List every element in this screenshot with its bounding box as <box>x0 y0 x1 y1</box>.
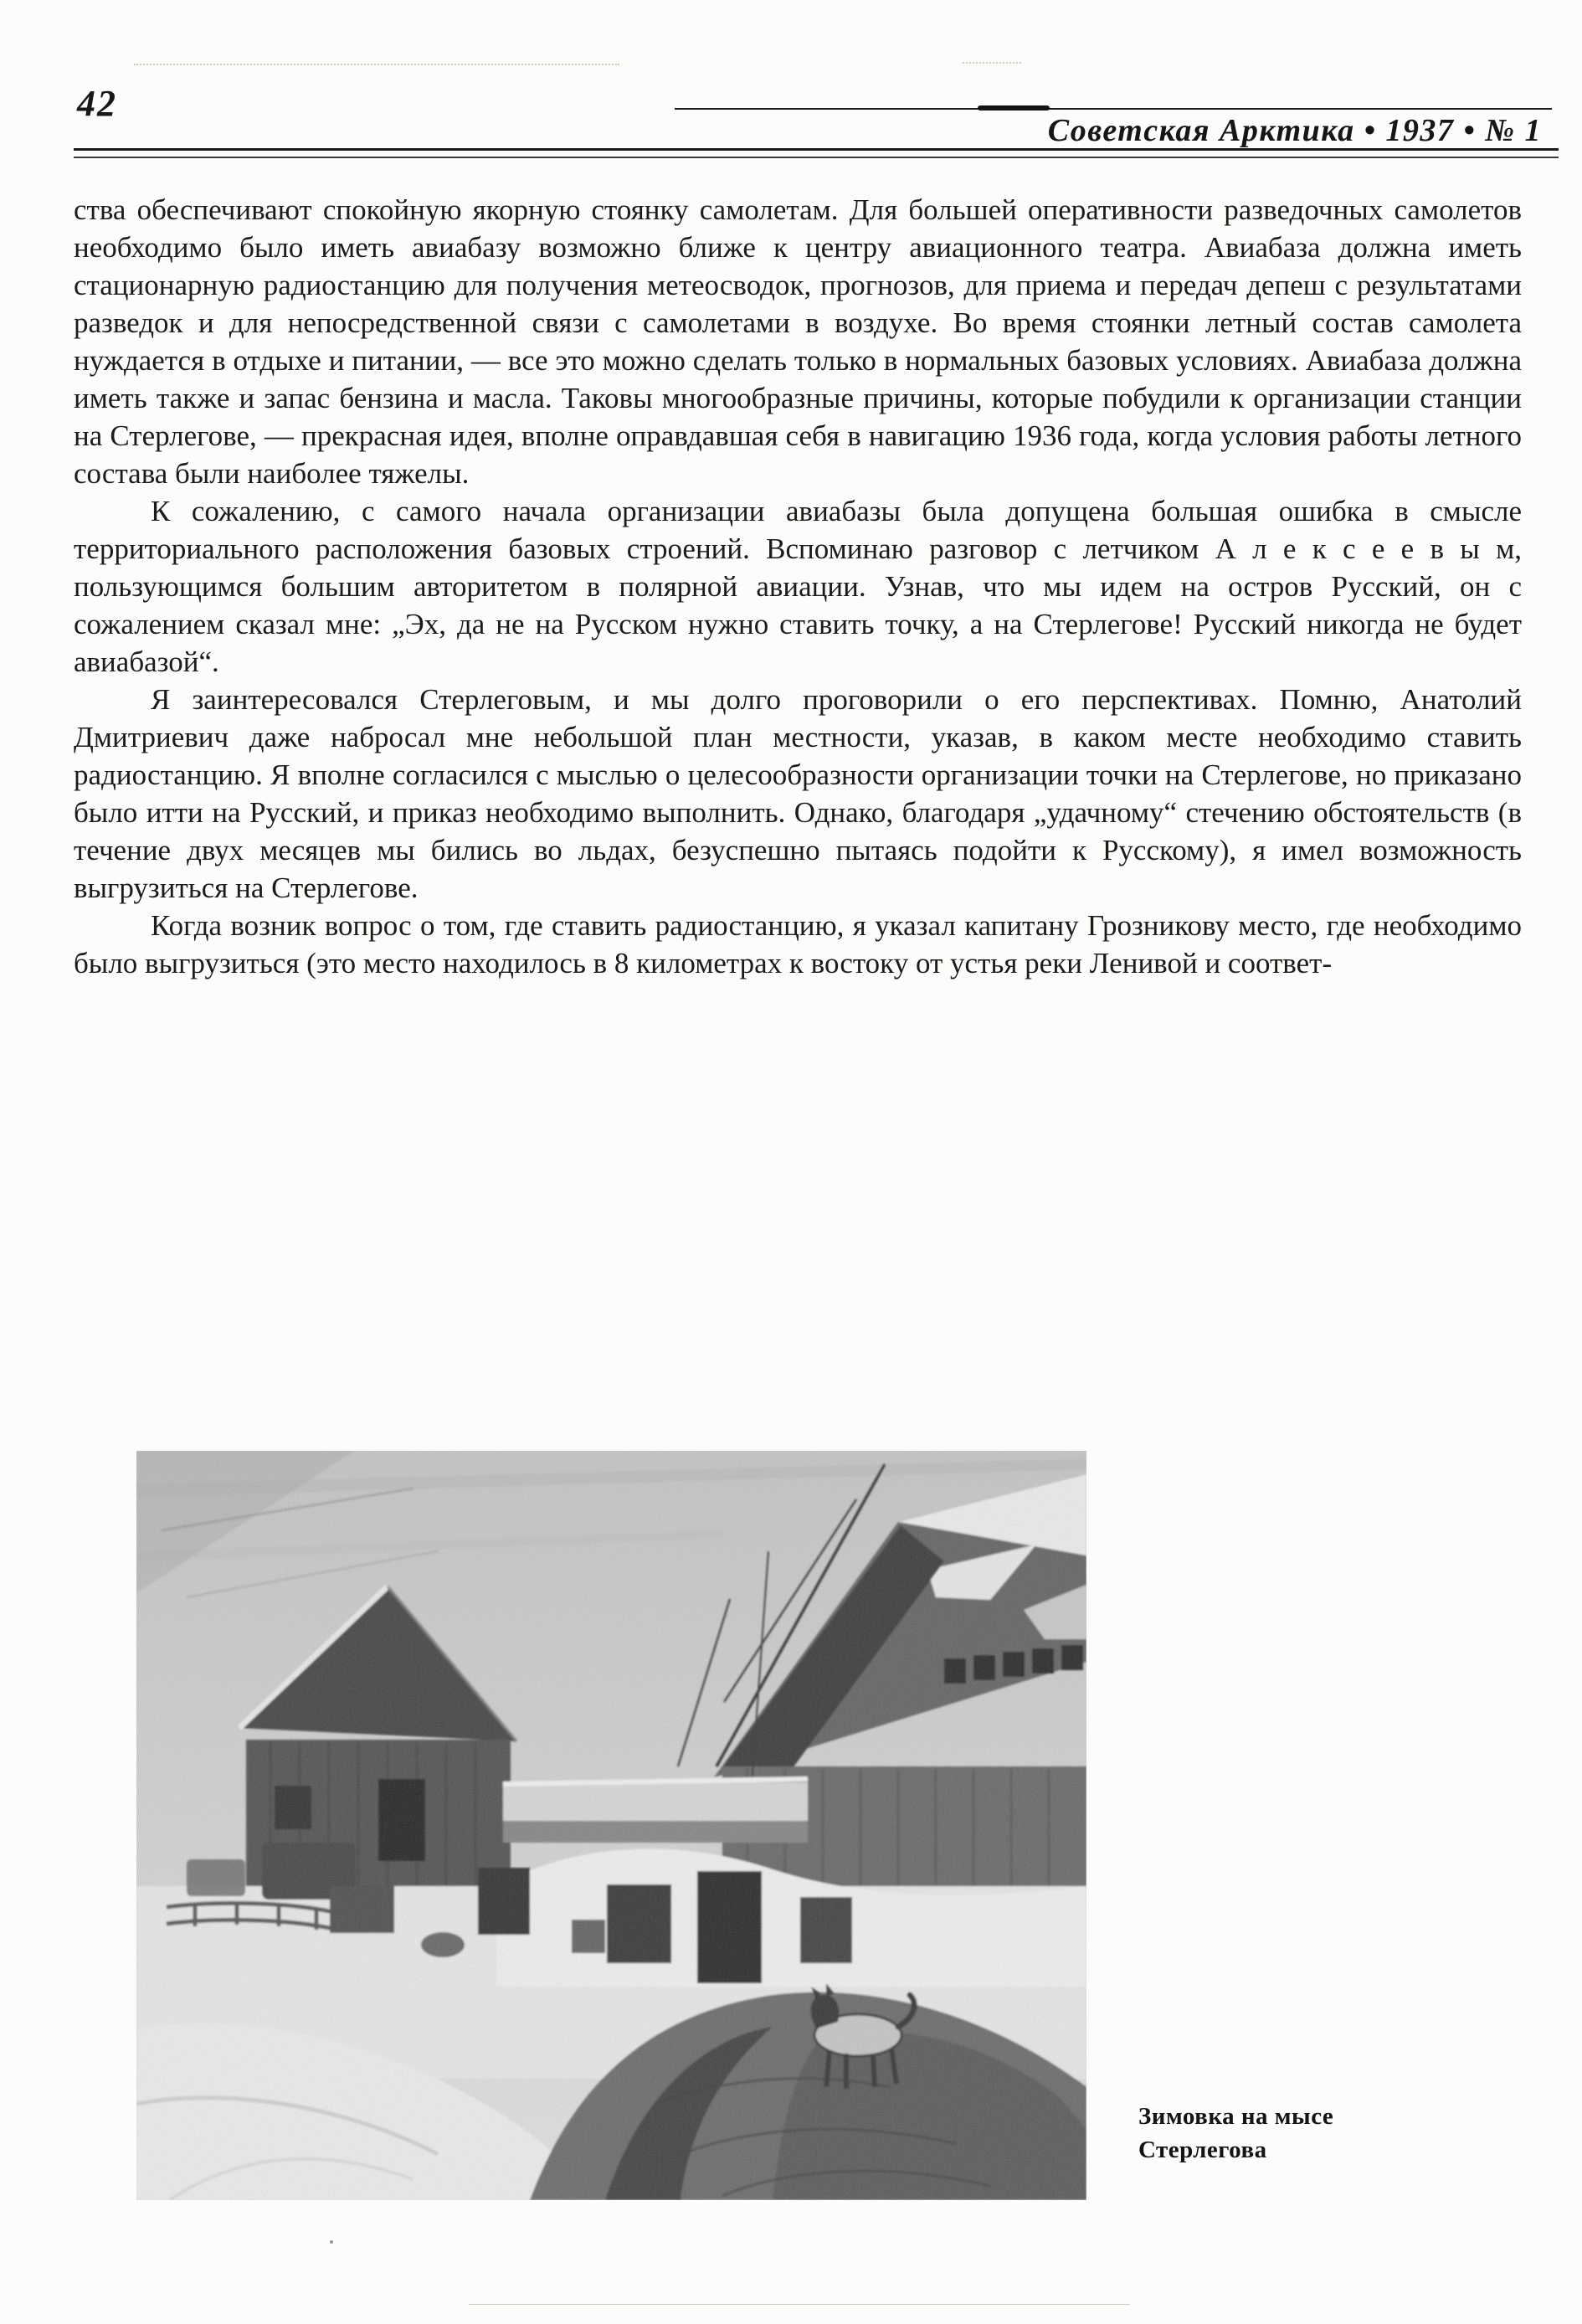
header-double-rule <box>74 148 1559 151</box>
scan-speck <box>330 2240 333 2244</box>
header-rule <box>675 108 1552 110</box>
header-double-rule <box>74 157 1559 158</box>
paragraph: К сожалению, с самого начала организации авиабазы была допущена большая ошибка в смысле территориального расположения базовых строений. Вспоминаю разговор с летчиком А л е к с е е в ы м, пользующимся большим авторитетом в полярной авиации. Узнав, что мы идем на остров Русский, он с сожалением сказал мне: „Эх, да не на Русском нужно ставить точку, а на Стерлегове! Русский никогда не будет авиабазой“. <box>74 495 1522 678</box>
header-rule-blob <box>978 105 1050 111</box>
wintering-station-photo <box>136 1451 1086 2200</box>
paragraph: ства обеспечивают спокойную якорную стоянку самолетам. Для большей оперативности разведочных самолетов необходимо было иметь авиабазу возможно ближе к центру авиационного театра. Авиабаза должна иметь стационарную радиостанцию для получения метеосводок, прогнозов, для приема и передач депеш с результатами разведок и для непосредственной связи с самолетами в воздухе. Во время стоянки летный состав самолета нуждается в отдыхе и питании, — все это можно сделать только в нормальных базовых условиях. Авиабаза должна иметь также и запас бензина и масла. Таковы многообразные причины, которые побудили к организации станции на Стерлегове, — прекрасная идея, вполне оправдавшая себя в навигацию 1936 года, когда условия работы летного состава были наиболее тяжелы. <box>74 193 1522 490</box>
paragraph: Когда возник вопрос о том, где ставить радиостанцию, я указал капитану Грозникову место, где необходимо было выгрузиться (это место находилось в 8 километрах к востоку от устья реки Ленивой и соответ- <box>74 909 1522 979</box>
photo-caption: Зимовка на мысе Стерлегова <box>1138 2103 1334 2163</box>
paragraph: Я заинтересовался Стерлеговым, и мы долго проговорили о его перспективах. Помню, Анатолий Дмитриевич даже набросал мне небольшой план местности, указав, в каком месте необходимо ставить радиостанцию. Я вполне согласился с мыслью о целесообразности организации точки на Стерлегове, но приказано было итти на Русский, и приказ необходимо выполнить. Однако, благодаря „удачному“ стечению обстоятельств (в течение двух месяцев мы бились во льдах, безуспешно пытаясь подойти к Русскому), я имел возможность выгрузиться на Стерлегове. <box>74 683 1522 904</box>
journal-title: Советская Арктика • 1937 • № 1 <box>1047 113 1542 148</box>
scan-artifact-line <box>469 2304 1130 2305</box>
scan-artifact-dotted-line <box>134 64 619 65</box>
article-text <box>74 191 1522 982</box>
scan-artifact-dotted-line <box>963 62 1021 64</box>
page-number: 42 <box>77 83 117 124</box>
